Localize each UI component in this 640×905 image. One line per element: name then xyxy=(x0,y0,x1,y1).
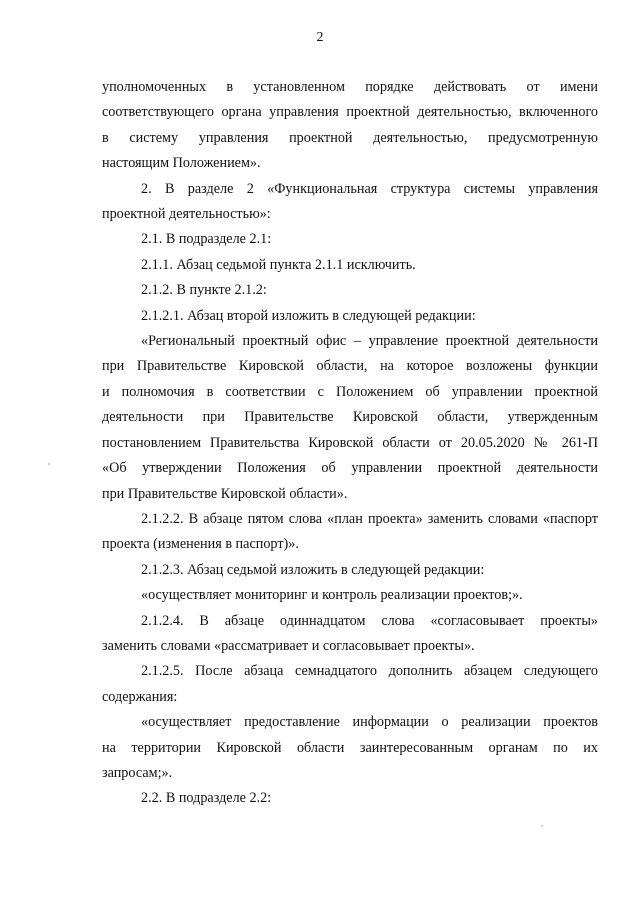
document-body xyxy=(102,75,598,812)
text-line: 2.1.2.2. В абзаце пятом слова «план проекта» заменить словами «паспорт xyxy=(141,510,598,527)
text-line: на территории Кировской области заинтересованным органам по их xyxy=(102,739,598,756)
paragraph xyxy=(102,507,598,558)
text-line: 2.1.2. В пункте 2.1.2: xyxy=(141,282,267,299)
paragraph xyxy=(102,177,598,228)
text-line: 2. В разделе 2 «Функциональная структура системы управления xyxy=(141,180,598,197)
text-line: уполномоченных в установленном порядке действовать от имени xyxy=(102,79,598,95)
paragraph xyxy=(102,583,598,608)
text-line: проектной деятельностью»: xyxy=(102,206,271,223)
text-line: 2.1.1. Абзац седьмой пункта 2.1.1 исключить. xyxy=(141,256,416,273)
text-line: при Правительстве Кировской области, на которое возложены функции xyxy=(102,358,598,375)
text-line: и полномочия в соответствии с Положением об управлении проектной xyxy=(102,383,598,400)
text-line: «Об утверждении Положения об управлении проектной деятельности xyxy=(102,460,598,477)
paragraph xyxy=(102,227,598,252)
text-line: 2.1.2.3. Абзац седьмой изложить в следующей редакции: xyxy=(141,561,485,578)
page-number: 2 xyxy=(316,30,324,45)
text-line: 2.1. В подразделе 2.1: xyxy=(141,231,272,248)
text-line: 2.1.2.4. В абзаце одиннадцатом слова «согласовывает проекты» xyxy=(141,612,598,629)
paragraph xyxy=(102,304,598,329)
text-line: содержания: xyxy=(102,688,178,705)
text-line: заменить словами «рассматривает и согласовывает проекты». xyxy=(102,637,475,654)
text-line: постановлением Правительства Кировской области от 20.05.2020 № 261-П xyxy=(102,434,598,451)
text-line: запросам;». xyxy=(102,764,173,781)
paragraph xyxy=(102,253,598,278)
text-line: 2.2. В подразделе 2.2: xyxy=(141,790,272,807)
paragraph xyxy=(102,659,598,710)
paragraph xyxy=(102,609,598,660)
text-line: проекта (изменения в паспорт)». xyxy=(102,536,299,553)
text-line: «осуществляет предоставление информации о реализации проектов xyxy=(141,714,598,731)
text-line: «осуществляет мониторинг и контроль реализации проектов;». xyxy=(141,587,523,604)
text-line: «Региональный проектный офис – управление проектной деятельности xyxy=(141,333,598,350)
text-line: 2.1.2.1. Абзац второй изложить в следующей редакции: xyxy=(141,307,476,324)
paragraph xyxy=(102,329,598,507)
paragraph xyxy=(102,710,598,786)
text-line: соответствующего органа управления проектной деятельностью, включенного xyxy=(102,104,598,121)
scan-speck xyxy=(541,825,543,827)
scan-speck xyxy=(48,463,50,465)
text-line: 2.1.2.5. После абзаца семнадцатого дополнить абзацем следующего xyxy=(141,663,598,680)
text-line: деятельности при Правительстве Кировской области, утвержденным xyxy=(102,409,598,426)
paragraph xyxy=(102,558,598,583)
paragraph xyxy=(102,786,598,811)
paragraph xyxy=(102,278,598,303)
text-line: настоящим Положением». xyxy=(102,155,261,172)
text-line: в систему управления проектной деятельностью, предусмотренную xyxy=(102,129,598,146)
paragraph xyxy=(102,75,598,177)
text-line: при Правительстве Кировской области». xyxy=(102,485,348,502)
